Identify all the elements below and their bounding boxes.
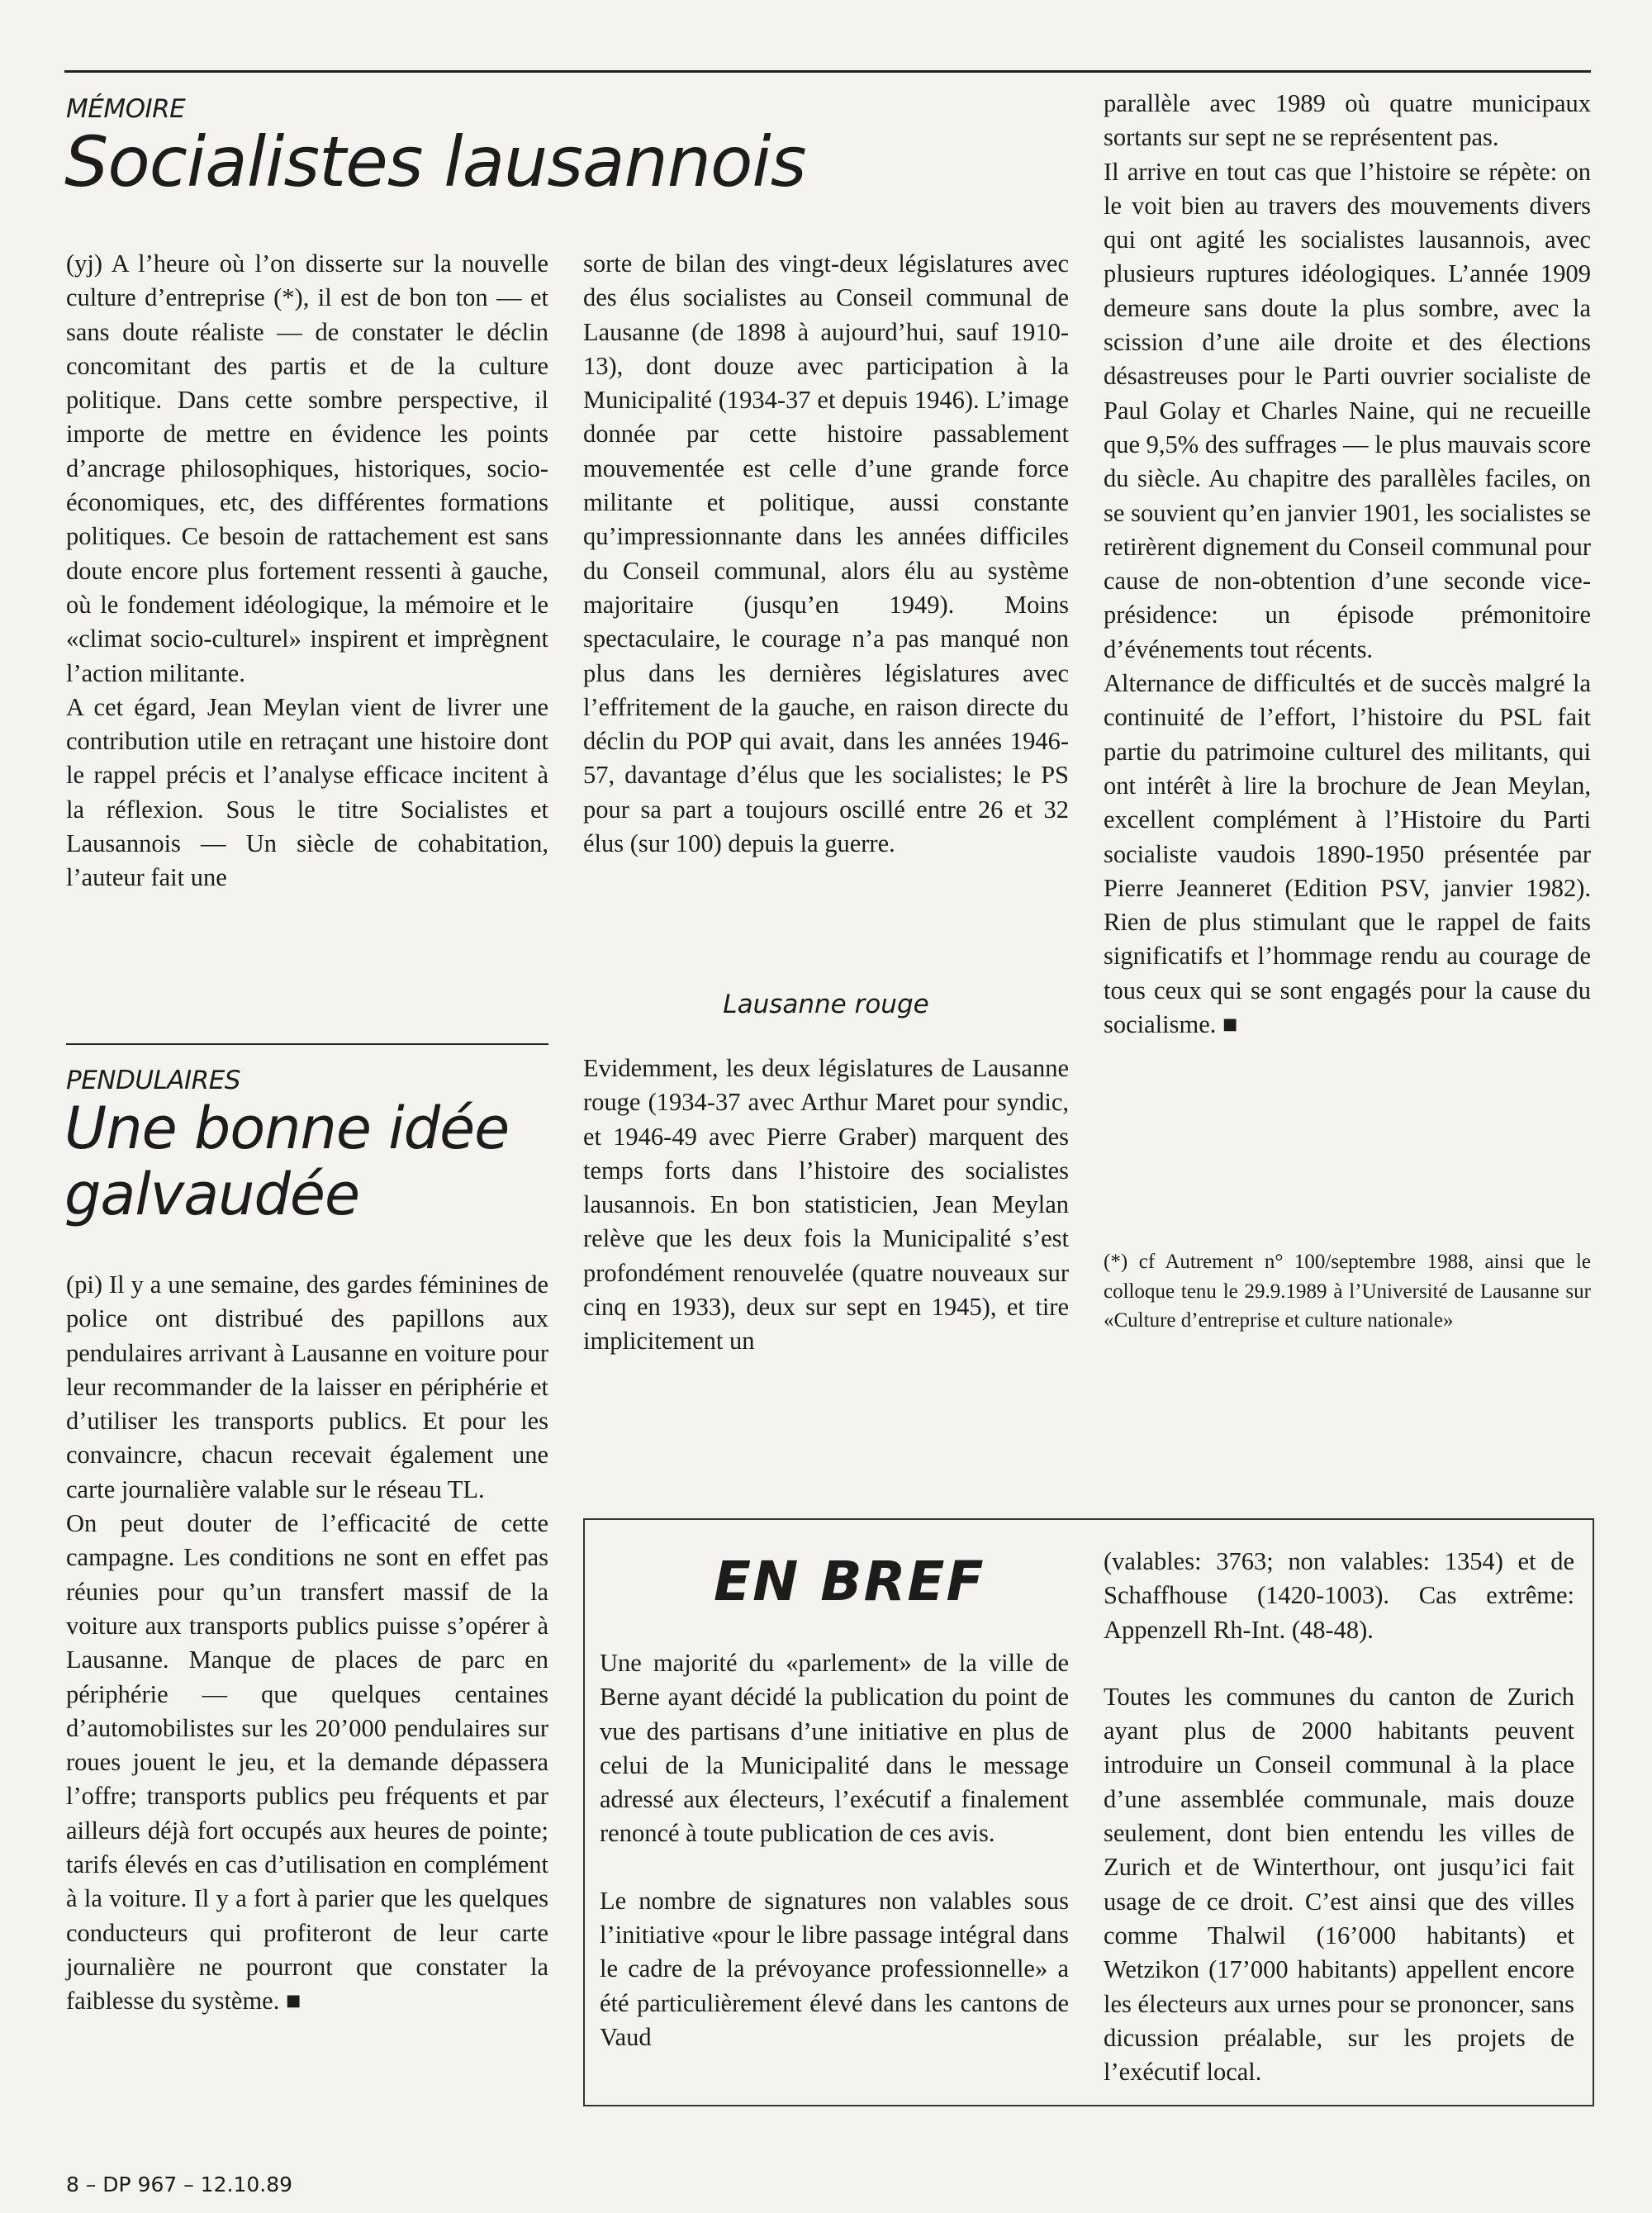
en-bref-col1-para2: Le nombre de signatures non valables sous l’initiative «pour le libre passage intégral dans le cadre de la prévoyance professionnelle» a été particulièrement élevé dans les cantons de Vaud [600,1886,1069,2051]
article1-kicker: MÉMOIRE [66,94,186,124]
section-rule [66,1043,548,1045]
en-bref-col2-para1: (valables: 3763; non valables: 1354) et de Schaffhouse (1420-1003). Cas extrême: Appenzell Rh-Int. (48-48). [1104,1547,1574,1644]
article2-column-1 [66,1268,548,2019]
article1-col2-para1: sorte de bilan des vingt-deux législatures avec des élus socialistes au Conseil communal de Lausanne (de 1898 à aujourd’hui, sauf 1910-13), dont douze avec participation à la Municipalité (1934-37 et depuis 1946). L’image donnée par cette histoire passablement mouvementée est celle d’une grande force militante et politique, aussi constante qu’impressionnante dans les années difficiles du Conseil communal, alors élu au système majoritaire (jusqu’en 1949). Moins spectaculaire, le courage n’a pas manqué non plus dans les dernières législatures avec l’effritement de la gauche, en raison directe du déclin du POP qui avait, dans les années 1946-57, davantage d’élus que les socialistes; le PS pour sa part a toujours oscillé entre 26 et 32 élus (sur 100) depuis la guerre. [583,249,1069,858]
article1-column-3 [1104,87,1591,1042]
top-rule [64,70,1591,73]
en-bref-col1-para1: Une majorité du «parlement» de la ville de Berne ayant décidé la publication du point de vue des partisans d’une initiative en plus de celui de la Municipalité dans le message adressé aux électeurs, l’exécutif a finalement renoncé à toute publication de ces avis. [600,1649,1069,1848]
article2-col1-para1: (pi) Il y a une semaine, des gardes féminines de police ont distribué des papillons aux pendulaires arrivant à Lausanne en voiture pour leur recommander de la laisser en périphérie et d’utiliser les transports publics. Et pour les convaincre, chacun recevait également une carte journalière valable sur le réseau TL. [66,1270,548,1503]
en-bref-col2-para2: Toutes les communes du canton de Zurich ayant plus de 2000 habitants peuvent introduire un Conseil communal à la place d’une assemblée communale, mais douze seulement, dont bien entendu les villes de Zurich et de Winterthour, ont jusqu’ici fait usage de ce droit. C’est ainsi que des villes comme Thalwil (16’000 habitants) et Wetzikon (17’000 habitants) appellent encore les électeurs aux urnes pour se prononcer, sans dicussion préalable, sur les projets de l’exécutif local. [1104,1682,1574,2087]
article2-title-line1: Une bonne idée [64,1095,510,1162]
footnote-text: (*) cf Autrement n° 100/septembre 1988, ainsi que le colloque tenu le 29.9.1989 à l’Université de Lausanne sur «Culture d’entreprise et culture nationale» [1104,1251,1591,1332]
article1-column-2b [583,1052,1069,1359]
article1-footnote [1104,1247,1591,1336]
article2-kicker: PENDULAIRES [66,1066,240,1095]
article2-title-line2: galvaudée [64,1161,360,1228]
article1-col3-para2: Il arrive en tout cas que l’histoire se répète: on le voit bien au travers des mouvements divers qui ont agité les socialistes lausannois, avec plusieurs ruptures idéologiques. L’année 1909 demeure sans doute la plus sombre, avec la scission d’une aile droite et des élections désastreuses pour le Parti ouvrier socialiste de Paul Golay et Charles Naine, qui ne recueille que 9,5% des suffrages — le plus mauvais score du siècle. Au chapitre des parallèles faciles, on se souvient qu’en janvier 1901, les socialistes se retirèrent dignement du Conseil communal pour cause de non-obtention d’une seconde vice-présidence: un épisode prémonitoire d’événements tout récents. [1104,157,1591,663]
article1-subhead: Lausanne rouge [723,990,929,1019]
article1-column-1 [66,247,548,895]
en-bref-column-1 [600,1646,1069,2054]
article1-col1-para2: A cet égard, Jean Meylan vient de livrer une contribution utile en retraçant une histoire dont le rappel précis et l’analyse efficace incitent à la réflexion. Sous le titre Socialistes et Lausannois — Un siècle de cohabitation, l’auteur fait une [66,692,548,892]
en-bref-title: EN BREF [714,1550,985,1613]
article1-column-2 [583,247,1069,861]
article1-title: Socialistes lausannois [64,121,806,202]
article1-col2b-para1: Evidemment, les deux législatures de Lausanne rouge (1934-37 avec Arthur Maret pour syndic, et 1946-49 avec Pierre Graber) marquent des temps forts dans l’histoire des socialistes lausannois. En bon statisticien, Jean Meylan relève que les deux fois la Municipalité s’est profondément renouvelée (quatre nouveaux sur cinq en 1933), deux sur sept en 1945), et tire implicitement un [583,1054,1069,1356]
page-footer: 8 – DP 967 – 12.10.89 [66,2173,293,2196]
article1-col3-para1: parallèle avec 1989 où quatre municipaux sortants sur sept ne se représentent pas. [1104,89,1591,152]
article1-col1-para1: (yj) A l’heure où l’on disserte sur la nouvelle culture d’entreprise (*), il est de bon ton — et sans doute réaliste — de constater le déclin concomitant des partis et de la culture politique. Dans cette sombre perspective, il importe de mettre en évidence les points d’ancrage philosophiques, historiques, socio-économiques, etc, des différentes formations politiques. Ce besoin de rattachement est sans doute encore plus fortement ressenti à gauche, où le fondement idéologique, la mémoire et le «climat socio-culturel» inspirent et imprègnent l’action militante. [66,249,548,687]
en-bref-column-2 [1104,1545,1574,2089]
article1-col3-para3: Alternance de difficultés et de succès malgré la continuité de l’effort, l’histoire du PSL fait partie du patrimoine culturel des militants, qui ont intérêt à lire la brochure de Jean Meylan, excellent complément à l’Histoire du Parti socialiste vaudois 1890-1950 présentée par Pierre Jeanneret (Edition PSV, janvier 1982). Rien de plus stimulant que le rappel de faits significatifs et l’hommage rendu au courage de tous ceux qui se sont engagés pour la cause du socialisme. ■ [1104,669,1591,1039]
article2-col1-para2: On peut douter de l’efficacité de cette campagne. Les conditions ne sont en effet pas réunies pour qu’un transfert massif de la voiture aux transports publics puisse s’opérer à Lausanne. Manque de places de parc en périphérie — que quelques centaines d’automobilistes sur les 20’000 pendulaires sur roues jouent le jeu, et la demande dépassera l’offre; transports publics peu fréquents et par ailleurs déjà fort occupés aux heures de pointe; tarifs élevés en cas d’utilisation en complément à la voiture. Il y a fort à parier que les quelques conducteurs qui profiteront de leur carte journalière ne pourront que constater la faiblesse du système. ■ [66,1509,548,2016]
